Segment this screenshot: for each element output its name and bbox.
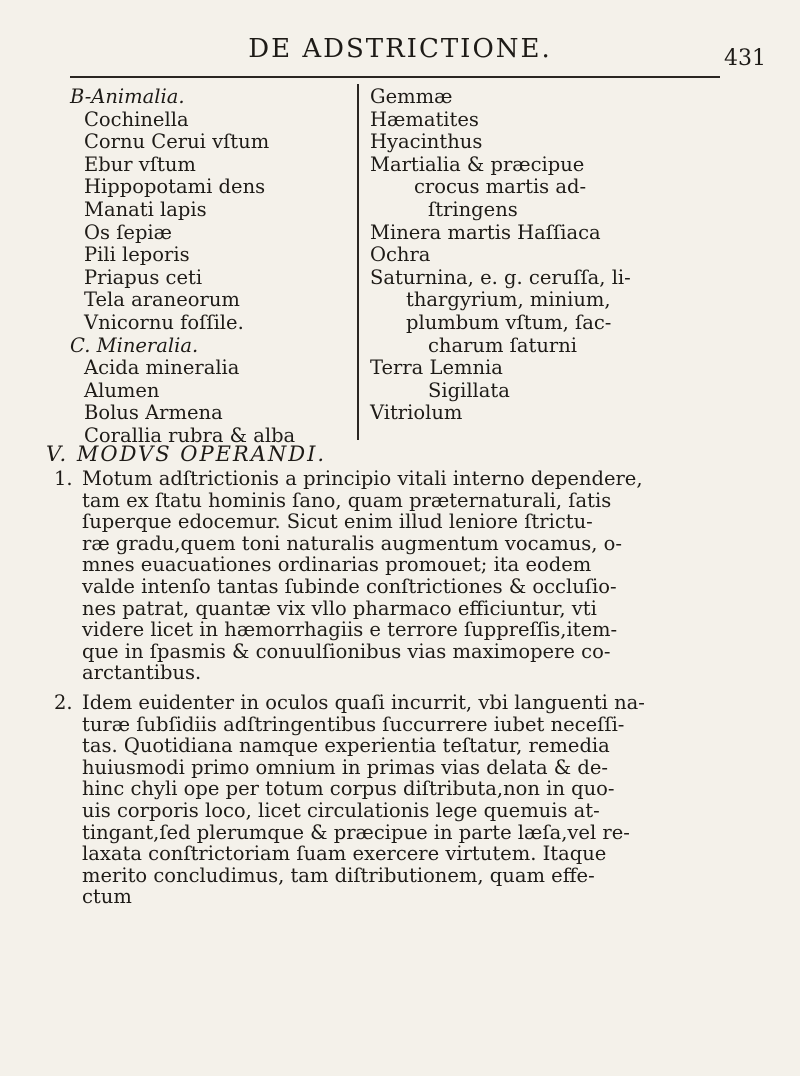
text-line	[46, 714, 766, 736]
text-line	[46, 662, 766, 684]
list-item: Tela araneorum	[84, 288, 240, 312]
paragraph	[46, 692, 766, 908]
line-text: Motum adſtrictionis a principio vitali interno dependere,	[82, 467, 643, 490]
list-item: B-Animalia.	[70, 85, 185, 108]
list-item: ſtringens	[428, 197, 518, 221]
list-item: Alumen	[84, 378, 160, 402]
list-item: Sigillata	[428, 378, 510, 402]
text-line	[46, 843, 766, 865]
right-list-column	[370, 86, 660, 425]
list-item: Martialia & præcipue	[370, 152, 585, 176]
body-text	[46, 468, 766, 916]
text-line	[46, 641, 766, 663]
line-text: huiusmodi primo omnium in primas vias delata & de-	[82, 755, 608, 779]
text-line	[46, 490, 766, 512]
left-list-column	[70, 86, 340, 448]
text-line	[46, 778, 766, 800]
list-item: crocus martis ad-	[414, 175, 587, 199]
line-text: tas. Quotidiana namque experientia teſtatur, remedia	[82, 734, 610, 758]
line-text: tam ex ſtatu hominis ſano, quam præternaturali, ſatis	[82, 488, 612, 512]
line-text: videre licet in hæmorrhagiis e terrore ſuppreſſis,item-	[82, 618, 618, 642]
list-item: Corallia rubra & alba	[84, 423, 296, 447]
list-item: Priapus ceti	[84, 265, 203, 289]
text-line	[46, 735, 766, 757]
line-text: ſuperque edocemur. Sicut enim illud leniore ſtrictu-	[82, 510, 593, 534]
line-text: laxata conſtrictoriam ſuam exercere virtutem. Itaque	[82, 842, 607, 866]
text-line	[46, 576, 766, 598]
line-text: merito concludimus, tam diſtributionem, quam effe-	[82, 863, 595, 887]
text-line	[46, 598, 766, 620]
paragraph-number: 1.	[54, 467, 73, 490]
page-number: 431	[724, 46, 766, 71]
text-line	[46, 692, 766, 714]
list-item: Vnicornu foſſile.	[84, 310, 244, 334]
text-line	[46, 865, 766, 887]
running-title: DE ADSTRICTIONE.	[248, 34, 552, 64]
line-text: turæ ſubſidiis adſtringentibus ſuccurrere iubet neceſſi-	[82, 712, 625, 736]
list-item: Os ſepiæ	[84, 220, 172, 244]
list-item: Hippopotami dens	[84, 175, 266, 199]
line-text: ctum	[82, 885, 132, 909]
line-text: mnes euacuationes ordinarias promouet; ita eodem	[82, 553, 592, 577]
list-item: Acida mineralia	[84, 356, 240, 380]
line-text: Idem euidenter in oculos quaſi incurrit, vbi languenti na-	[82, 690, 645, 714]
paragraph-number: 2.	[54, 690, 73, 714]
list-item: Terra Lemnia	[370, 356, 503, 380]
text-line	[46, 619, 766, 641]
header-rule	[70, 76, 720, 78]
column-divider	[357, 84, 359, 440]
list-item: Bolus Armena	[84, 401, 223, 425]
list-item: thargyrium, minium,	[406, 288, 611, 312]
list-item: Gemmæ	[370, 85, 453, 108]
line-text: valde intenſo tantas ſubinde conſtrictiones & occluſio-	[82, 574, 617, 598]
list-item: Cochinella	[84, 107, 189, 131]
text-line	[46, 822, 766, 844]
list-item: plumbum vſtum, ſac-	[406, 310, 612, 334]
line-text: hinc chyli ope per totum corpus diſtributa,non in quo-	[82, 777, 615, 801]
line-text: ræ gradu,quem toni naturalis augmentum vocamus, o-	[82, 531, 622, 555]
line-text: arctantibus.	[82, 661, 202, 685]
text-line	[46, 886, 766, 908]
line-text: nes patrat, quantæ vix vllo pharmaco efficiuntur, vti	[82, 596, 597, 620]
text-line	[46, 800, 766, 822]
list-item: Ebur vſtum	[84, 152, 196, 176]
list-item: Hæmatites	[370, 107, 479, 131]
text-line	[46, 533, 766, 555]
text-line	[46, 554, 766, 576]
line-text: que in ſpasmis & conuulſionibus vias maximopere co-	[82, 639, 611, 663]
line-text: uis corporis loco, licet circulationis lege quemuis at-	[82, 798, 600, 822]
list-item: Vitriolum	[370, 401, 463, 425]
list-item: Minera martis Haſſiaca	[370, 220, 601, 244]
list-item: Saturnina, e. g. ceruſſa, li-	[370, 265, 631, 289]
paragraph	[46, 468, 766, 684]
list-item: Pili leporis	[84, 243, 190, 267]
list-item: Ochra	[370, 243, 431, 267]
text-line	[46, 468, 766, 490]
text-line	[46, 757, 766, 779]
list-item: charum ſaturni	[428, 333, 578, 357]
section-heading: V. MODVS OPERANDI.	[46, 442, 327, 466]
list-item: Manati lapis	[84, 197, 207, 221]
list-item: C. Mineralia.	[70, 333, 199, 357]
line-text: tingant,ſed plerumque & præcipue in parte læſa,vel re-	[82, 820, 630, 844]
list-item: Hyacinthus	[370, 130, 483, 154]
text-line	[46, 511, 766, 533]
list-item: Cornu Cerui vſtum	[84, 130, 270, 154]
